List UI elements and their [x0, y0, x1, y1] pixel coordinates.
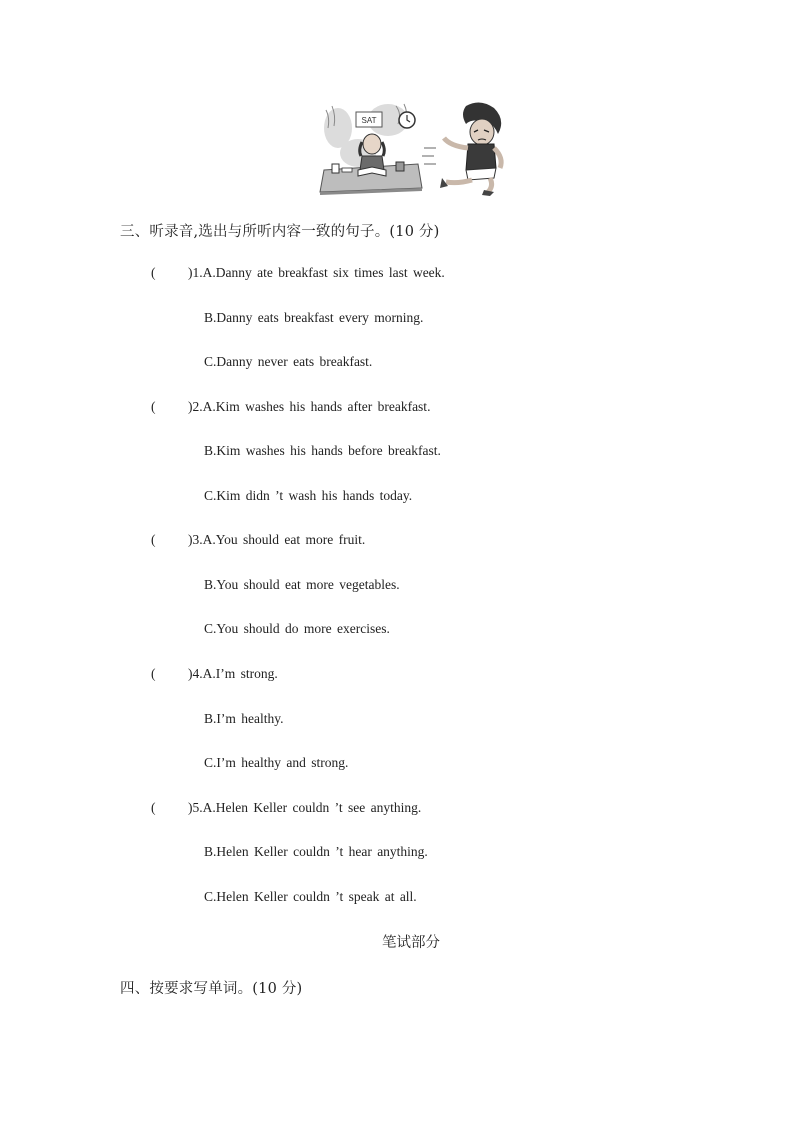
- question-3-option-c: C.You should do more exercises.: [204, 621, 390, 636]
- option-a: A.Kim washes his hands after breakfast.: [202, 399, 431, 414]
- question-3: [151, 532, 365, 548]
- question-number: 2.: [192, 399, 203, 414]
- answer-blank-close-paren: ): [188, 666, 193, 681]
- question-1-option-b: B.Danny eats breakfast every morning.: [204, 310, 424, 325]
- running-boy-figure: [422, 102, 501, 196]
- option-a: A.Helen Keller couldn ’t see anything.: [202, 800, 422, 815]
- girl-studying-and-boy-running-illustration: [318, 98, 510, 198]
- question-5-option-c: C.Helen Keller couldn ’t speak at all.: [204, 889, 417, 904]
- sat-sign-text: SAT: [361, 116, 377, 125]
- question-5-option-b: B.Helen Keller couldn ’t hear anything.: [204, 844, 428, 859]
- question-1-option-c: C.Danny never eats breakfast.: [204, 354, 373, 369]
- written-part-heading: 笔试部分: [382, 935, 440, 951]
- answer-blank-close-paren: ): [188, 399, 193, 414]
- answer-blank-close-paren: ): [188, 532, 193, 547]
- question-1: [151, 265, 445, 281]
- question-3-option-b: B.You should eat more vegetables.: [204, 577, 400, 592]
- answer-blank-open-paren[interactable]: (: [151, 265, 156, 280]
- question-4-option-b: B.I’m healthy.: [204, 711, 284, 726]
- answer-blank-open-paren[interactable]: (: [151, 532, 156, 547]
- answer-blank-close-paren: ): [188, 800, 193, 815]
- question-number: 4.: [192, 666, 203, 681]
- section4-heading: 四、按要求写单词。(10 分): [120, 981, 303, 997]
- answer-blank-open-paren[interactable]: (: [151, 399, 156, 414]
- question-2-option-c: C.Kim didn ’t wash his hands today.: [204, 488, 413, 503]
- section3-heading: 三、听录音,选出与所听内容一致的句子。(10 分): [120, 224, 440, 240]
- answer-blank-close-paren: ): [188, 265, 193, 280]
- option-a: A.You should eat more fruit.: [202, 532, 366, 547]
- question-4: [151, 666, 278, 682]
- question-2: [151, 399, 430, 415]
- question-2-option-b: B.Kim washes his hands before breakfast.: [204, 443, 441, 458]
- option-a: A.I’m strong.: [202, 666, 278, 681]
- answer-blank-open-paren[interactable]: (: [151, 666, 156, 681]
- question-number: 3.: [192, 532, 203, 547]
- question-number: 1.: [192, 265, 203, 280]
- question-number: 5.: [192, 800, 203, 815]
- option-a: A.Danny ate breakfast six times last week.: [202, 265, 445, 280]
- question-4-option-c: C.I’m healthy and strong.: [204, 755, 349, 770]
- question-5: [151, 800, 421, 816]
- answer-blank-open-paren[interactable]: (: [151, 800, 156, 815]
